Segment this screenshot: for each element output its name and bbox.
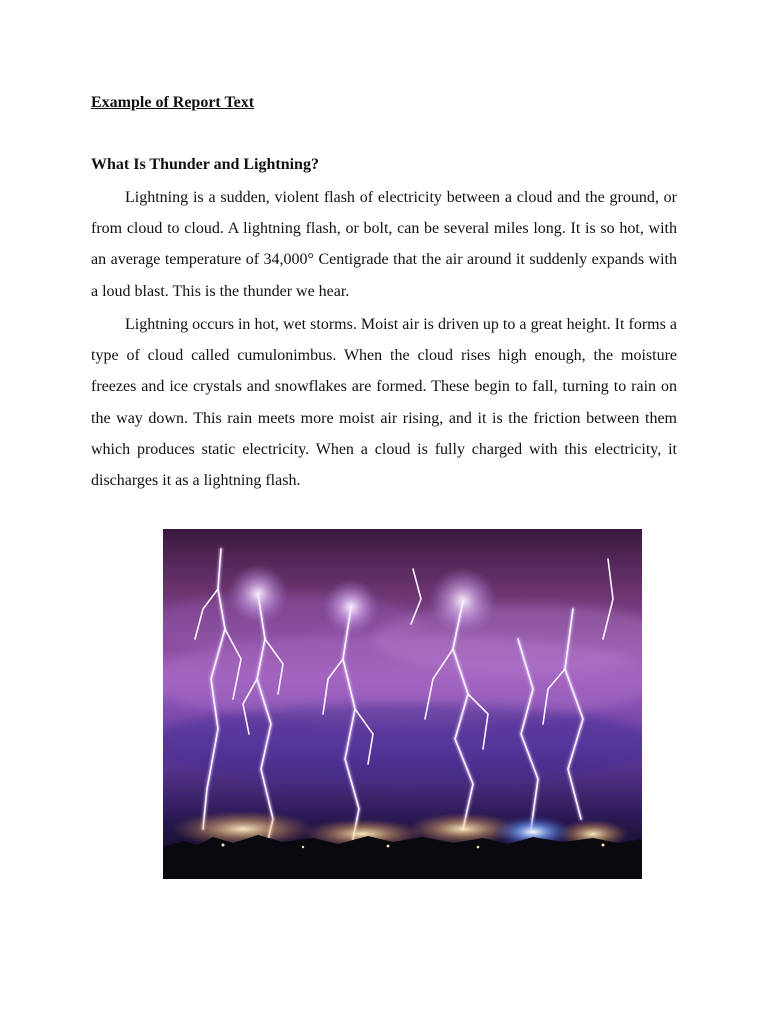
section-heading: What Is Thunder and Lightning? [91,156,319,173]
paragraph-1: Lightning is a sudden, violent flash of electricity between a cloud and the ground, or from cloud to cloud. A lightning flash, or bolt, can be several miles long. It is so hot, with an average temperature of 34,000° Centigrade that the air around it suddenly expands with a loud blast. This is the thunder we hear. [91,189,677,300]
lightning-photo [163,529,642,879]
lightning-photo-svg [163,529,642,879]
paragraph-2: Lightning occurs in hot, wet storms. Moist air is driven up to a great height. It forms a type of cloud called cumulonimbus. When the cloud rises high enough, the moisture freezes and ice crystals and snowflakes are formed. These begin to fall, turning to rain on the way down. This rain meets more moist air rising, and it is the friction between them which produces static electricity. When a cloud is fully charged with this electricity, it discharges it as a lightning flash. [91,316,677,490]
document-title: Example of Report Text [91,94,255,111]
